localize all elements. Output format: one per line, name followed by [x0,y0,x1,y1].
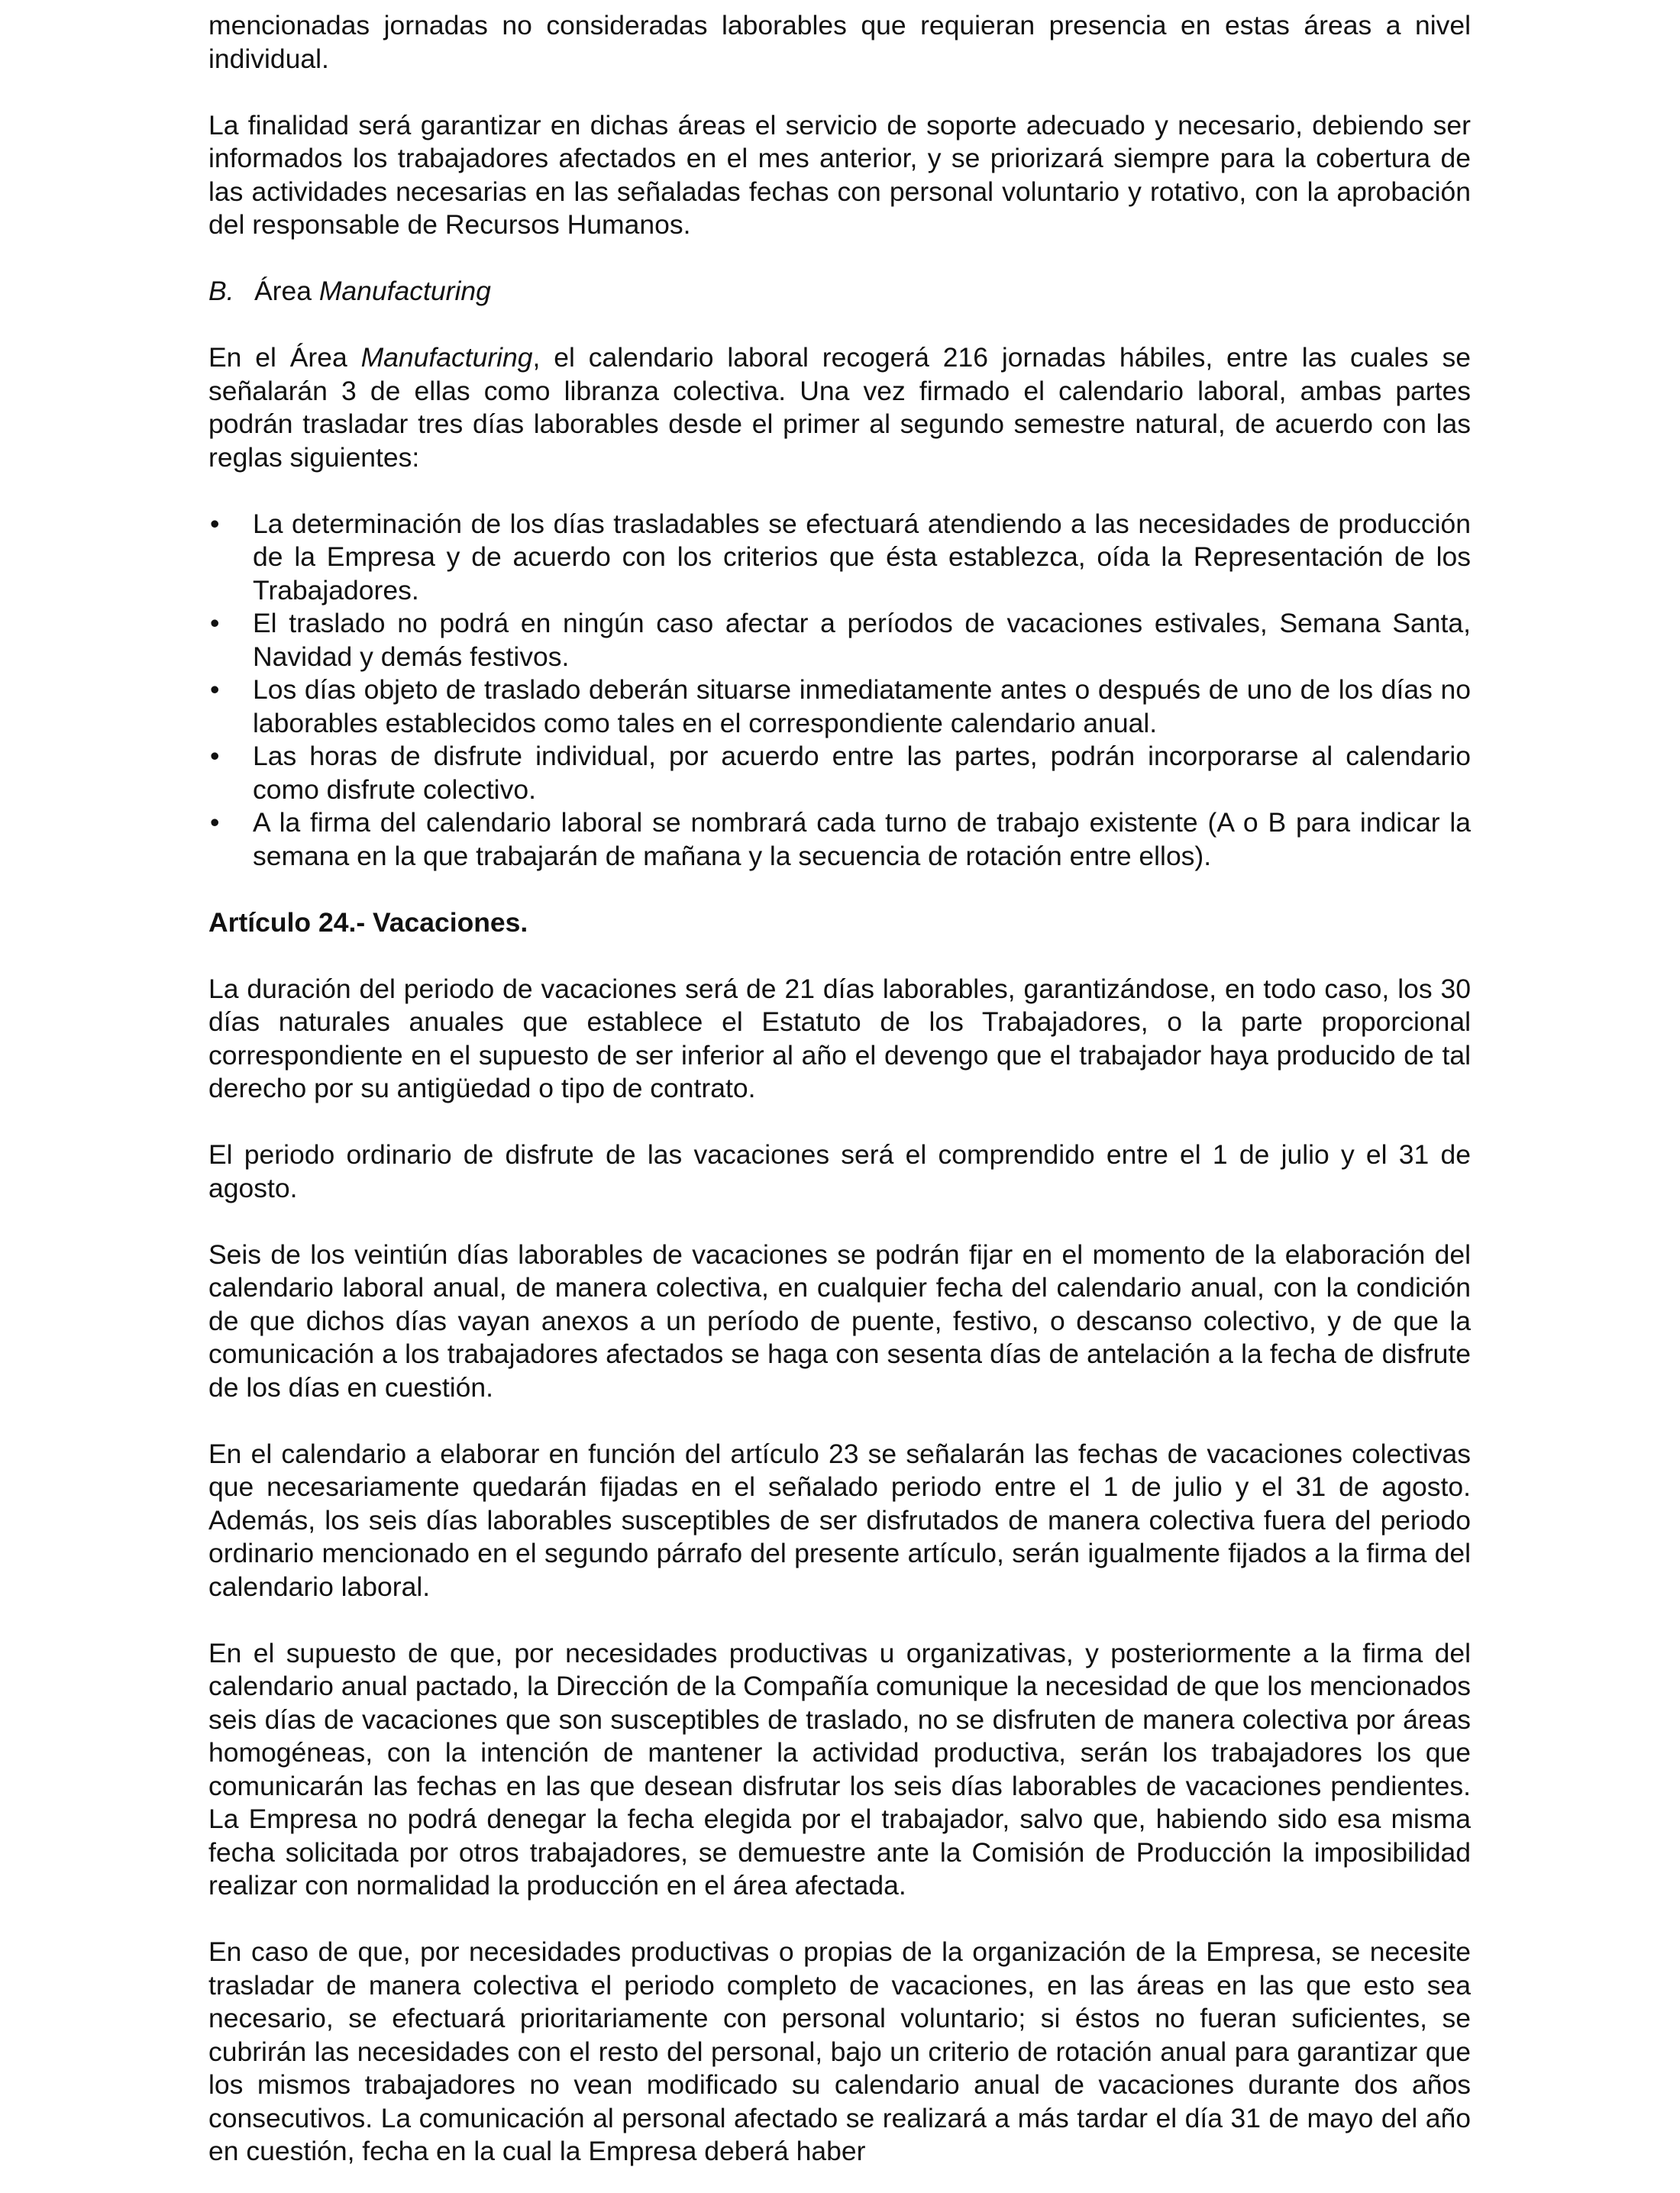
section-b-title-prefix: Área [254,276,319,306]
paragraph-vacation-duration: La duración del periodo de vacaciones será de 21 días laborables, garantizándose, en todo caso, los 30 días naturales anuales que establece el Estatuto de los Trabajadores, o la parte proporcional correspondiente en el supuesto de ser inferior al año el devengo que el trabajador haya producido de tal derecho por su antigüedad o tipo de contrato. [208,973,1471,1103]
list-item [208,673,1471,740]
bullet-icon: • [210,807,220,838]
manufacturing-intro-emphasis: Manufacturing [360,342,533,373]
list-item [208,508,1471,608]
paragraph-calendar-article-23: En el calendario a elaborar en función del artículo 23 se señalarán las fechas de vacaciones colectivas que necesariamente quedarán fijadas en el señalado periodo entre el 1 de julio y el 31 de agosto. Además, los seis días laborables susceptibles de ser disfrutados de manera colectiva fuera del periodo ordinario mencionado en el segundo párrafo del presente artículo, serán igualmente fijados a la firma del calendario laboral. [208,1438,1471,1602]
list-item [208,607,1471,673]
list-item-text: La determinación de los días trasladables se efectuará atendiendo a las necesidades de producción de la Empresa y de acuerdo con los criterios que ésta establezca, oída la Representación de los Trabajadores. [253,508,1471,606]
list-item-text: El traslado no podrá en ningún caso afectar a períodos de vacaciones estivales, Semana Santa, Navidad y demás festivos. [253,608,1471,672]
bullet-icon: • [210,674,220,705]
paragraph-individual-presence: mencionadas jornadas no consideradas laborables que requieran presencia en estas áreas a nivel individual. [208,10,1471,74]
section-b-title-emphasis: Manufacturing [318,276,491,306]
paragraph-six-days: Seis de los veintiún días laborables de vacaciones se podrán fijar en el momento de la elaboración del calendario laboral anual, de manera colectiva, en cualquier fecha del calendario anual, con la condición de que dichos días vayan anexos a un período de puente, festivo, o descanso colectivo, y de que la comunicación a los trabajadores afectados se haga con sesenta días de antelación a la fecha de disfrute de los días en cuestión. [208,1239,1471,1403]
section-b-heading [208,275,1471,308]
list-item-text: Los días objeto de traslado deberán situarse inmediatamente antes o después de uno de los días no laborables establecidos como tales en el correspondiente calendario anual. [253,674,1471,738]
paragraph-manufacturing-intro [208,341,1471,474]
paragraph-support-service: La finalidad será garantizar en dichas áreas el servicio de soporte adecuado y necesario, debiendo ser informados los trabajadores afectados en el mes anterior, y se priorizará siempre para la cobertura de las actividades necesarias en las señaladas fechas con personal voluntario y rotativo, con la aprobación del responsable de Recursos Humanos. [208,109,1471,240]
paragraph-ordinary-period: El periodo ordinario de disfrute de las vacaciones será el comprendido entre el 1 de julio y el 31 de agosto. [208,1139,1471,1203]
document-page [208,9,1471,2169]
bullet-icon: • [210,608,220,638]
transfer-rules-list [208,508,1471,874]
article-24-title: Artículo 24.- Vacaciones. [208,906,528,938]
bullet-icon: • [210,508,220,539]
manufacturing-intro-rest: , el calendario laboral recogerá 216 jornadas hábiles, entre las cuales se señalarán 3 de ellas como libranza colectiva. Una vez firmado el calendario laboral, ambas partes podrán trasladar tres días laborables desde el primer al segundo semestre natural, de acuerdo con las reglas siguientes: [208,342,1471,473]
bullet-icon: • [210,741,220,771]
list-item-text: Las horas de disfrute individual, por acuerdo entre las partes, podrán incorporarse al calendario como disfrute colectivo. [253,741,1471,805]
paragraph-collective-transfer: En caso de que, por necesidades productivas o propias de la organización de la Empresa, se necesite trasladar de manera colectiva el periodo completo de vacaciones, en las áreas en las que esto sea necesario, se efectuará prioritariamente con personal voluntario; si éstos no fueran suficientes, se cubrirán las necesidades con el resto del personal, bajo un criterio de rotación anual para garantizar que los mismos trabajadores no vean modificado su calendario anual de vacaciones durante dos años consecutivos. La comunicación al personal afectado se realizará a más tardar el día 31 de mayo del año en cuestión, fecha en la cual la Empresa deberá haber [208,1936,1471,2166]
list-item-text: A la firma del calendario laboral se nombrará cada turno de trabajo existente (A o B para indicar la semana en la que trabajarán de mañana y la secuencia de rotación entre ellos). [253,807,1471,871]
list-item [208,740,1471,806]
list-item [208,806,1471,873]
paragraph-productive-needs: En el supuesto de que, por necesidades productivas u organizativas, y posteriormente a la firma del calendario anual pactado, la Dirección de la Compañía comunique la necesidad de que los mencionados seis días de vacaciones que son susceptibles de traslado, no se disfruten de manera colectiva por áreas homogéneas, con la intención de mantener la actividad productiva, serán los trabajadores los que comunicarán las fechas en las que desean disfrutar los seis días laborables de vacaciones pendientes. La Empresa no podrá denegar la fecha elegida por el trabajador, salvo que, habiendo sido esa misma fecha solicitada por otros trabajadores, se demuestre ante la Comisión de Producción la imposibilidad realizar con normalidad la producción en el área afectada. [208,1637,1471,1901]
manufacturing-intro-prefix: En el Área [208,342,361,373]
section-b-letter: B. [208,276,234,306]
